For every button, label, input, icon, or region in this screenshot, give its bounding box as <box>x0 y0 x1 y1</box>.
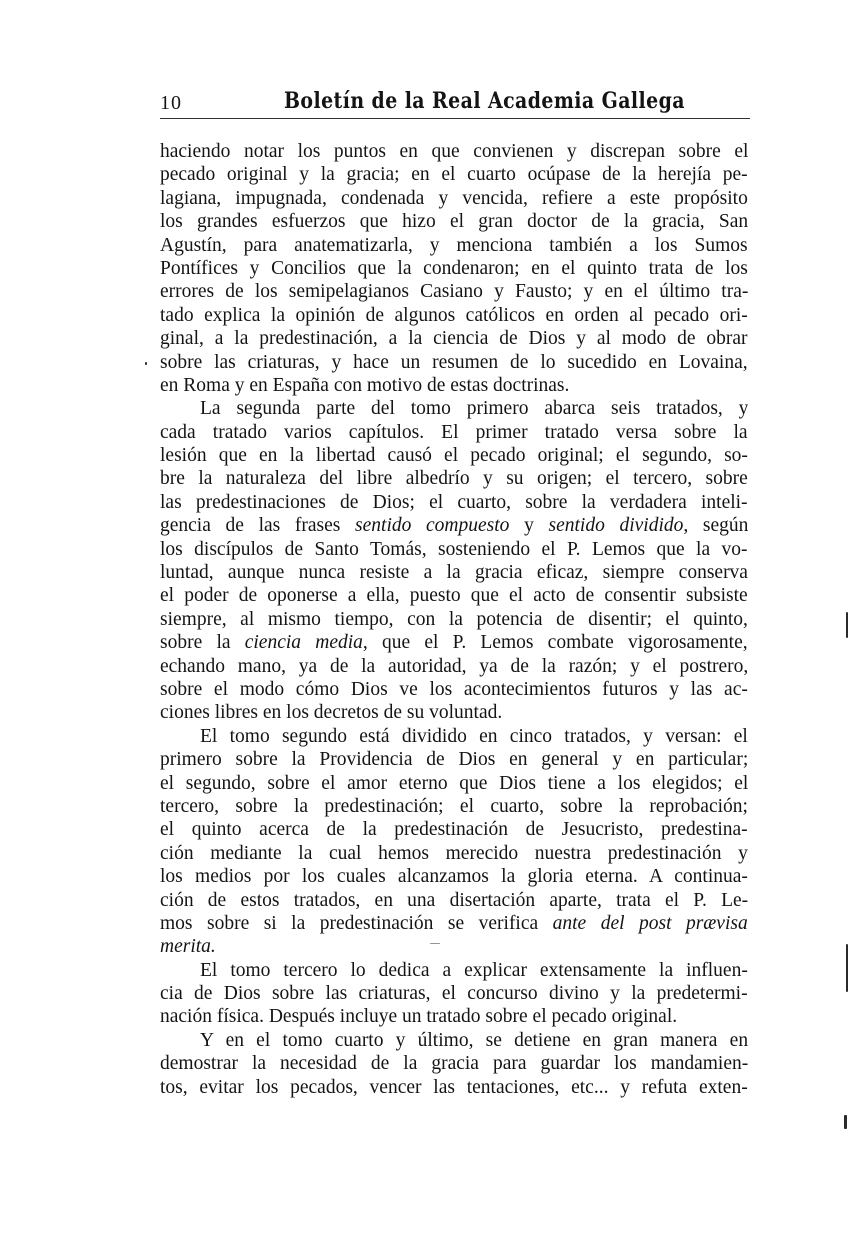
text-line <box>160 187 748 210</box>
text-line <box>160 561 748 584</box>
text-line <box>160 514 748 537</box>
text-line-content: primero sobre la Providencia de Dios en general y en particular; <box>160 749 748 771</box>
text-line <box>160 1052 748 1075</box>
scan-mark <box>145 362 147 365</box>
text-line <box>160 1005 748 1028</box>
text-line <box>160 631 748 654</box>
scan-mark <box>430 943 440 944</box>
text-line-content: haciendo notar los puntos en que convienen y discrepan sobre el <box>160 141 748 162</box>
text-line <box>160 701 748 724</box>
text-line <box>160 210 748 233</box>
text-line <box>160 725 748 748</box>
text-line-content: Agustín, para anatematizarla, y menciona también a los Sumos <box>160 234 748 256</box>
text-line <box>160 467 748 490</box>
text-line-content: demostrar la necesidad de la gracia para guardar los mandamien- <box>160 1053 748 1075</box>
text-line <box>160 584 748 607</box>
text-line-content: tado explica la opinión de algunos católicos en orden al pecado ori- <box>160 304 748 326</box>
text-line-content: echando mano, ya de la autoridad, ya de la razón; y el postrero, <box>160 655 748 677</box>
text-line-content: ción de estos tratados, en una disertación aparte, trata el P. Le- <box>160 889 748 911</box>
text-line-content: sobre las criaturas, y hace un resumen de lo sucedido en Lovaina, <box>160 351 748 373</box>
text-line-content: El tomo tercero lo dedica a explicar extensamente la influen- <box>200 959 748 981</box>
text-line-content: ginal, a la predestinación, a la ciencia de Dios y al modo de obrar <box>160 328 748 350</box>
text-line-content: Y en el tomo cuarto y último, se detiene en gran manera en <box>200 1029 748 1051</box>
text-line <box>160 772 748 795</box>
text-line <box>160 421 748 444</box>
text-line <box>160 491 748 514</box>
running-header <box>160 86 750 120</box>
text-line <box>160 608 748 631</box>
text-line <box>160 889 748 912</box>
text-line-content: ciones libres en los decretos de su voluntad. <box>160 702 503 724</box>
text-line-content: La segunda parte del tomo primero abarca seis tratados, y <box>200 398 748 420</box>
text-line <box>160 912 748 935</box>
text-line-content: pecado original y la gracia; en el cuarto ocúpase de la herejía pe- <box>160 164 748 186</box>
text-line-content: El tomo segundo está dividido en cinco tratados, y versan: el <box>200 725 748 747</box>
text-line <box>160 865 748 888</box>
text-line <box>160 538 748 561</box>
text-line <box>160 1076 748 1099</box>
header-rule <box>160 118 750 119</box>
text-line <box>160 257 748 280</box>
text-line <box>160 327 748 350</box>
text-line-content: cia de Dios sobre las criaturas, el concurso divino y la predetermi- <box>160 983 748 1005</box>
text-line-content: tercero, sobre la predestinación; el cuarto, sobre la reprobación; <box>160 795 748 817</box>
text-line <box>160 351 748 374</box>
text-line <box>160 842 748 865</box>
text-line-content: cada tratado varios capítulos. El primer tratado versa sobre la <box>160 421 748 443</box>
text-line <box>160 982 748 1005</box>
scan-mark <box>844 1115 847 1129</box>
page-number: 10 <box>160 92 182 114</box>
body-text <box>160 140 748 1099</box>
text-line-content: nación física. Después incluye un tratado sobre el pecado original. <box>160 1006 678 1028</box>
text-line-content: sobre el modo cómo Dios ve los acontecimientos futuros y las ac- <box>160 678 748 700</box>
text-line <box>160 444 748 467</box>
text-line <box>160 140 748 163</box>
text-line-content: bre la naturaleza del libre albedrío y su origen; el tercero, sobre <box>160 468 748 490</box>
text-line <box>160 678 748 701</box>
text-line-content: sobre la ciencia media, que el P. Lemos combate vigorosamente, <box>160 632 748 654</box>
text-line-content: merita. <box>160 936 216 958</box>
text-line-content: siempre, al mismo tiempo, con la potencia de disentir; el quinto, <box>160 608 748 630</box>
text-line <box>160 163 748 186</box>
scan-mark <box>846 944 848 992</box>
text-line-content: gencia de las frases sentido compuesto y sentido dividido, según <box>160 515 748 537</box>
text-line-content: los grandes esfuerzos que hizo el gran doctor de la gracia, San <box>160 211 748 233</box>
text-line <box>160 655 748 678</box>
text-line-content: tos, evitar los pecados, vencer las tentaciones, etc... y refuta exten- <box>160 1076 748 1098</box>
text-line-content: lesión que en la libertad causó el pecado original; el segundo, so- <box>160 445 748 467</box>
text-line <box>160 748 748 771</box>
text-line <box>160 1029 748 1052</box>
scan-mark <box>846 612 848 638</box>
text-line <box>160 304 748 327</box>
text-line <box>160 280 748 303</box>
text-line-content: el quinto acerca de la predestinación de Jesucristo, predestina- <box>160 819 748 841</box>
text-line <box>160 234 748 257</box>
text-line-content: los discípulos de Santo Tomás, sosteniendo el P. Lemos que la vo- <box>160 538 748 560</box>
text-line <box>160 959 748 982</box>
text-line-content: los medios por los cuales alcanzamos la gloria eterna. A continua- <box>160 866 748 888</box>
text-line <box>160 935 748 958</box>
text-line-content: en Roma y en España con motivo de estas doctrinas. <box>160 374 570 396</box>
text-line-content: luntad, aunque nunca resiste a la gracia eficaz, siempre conserva <box>160 562 748 584</box>
text-line <box>160 397 748 420</box>
text-line-content: mos sobre si la predestinación se verifica ante del post prævisa <box>160 912 748 934</box>
text-line-content: Pontífices y Concilios que la condenaron; en el quinto trata de los <box>160 257 748 279</box>
text-line-content: ción mediante la cual hemos merecido nuestra predestinación y <box>160 842 748 864</box>
text-line <box>160 374 748 397</box>
text-line <box>160 818 748 841</box>
text-line-content: el poder de oponerse a ella, puesto que el acto de consentir subsiste <box>160 585 748 607</box>
text-line-content: lagiana, impugnada, condenada y vencida, refiere a este propósito <box>160 187 748 209</box>
text-line <box>160 795 748 818</box>
text-line-content: errores de los semipelagianos Casiano y Fausto; y en el último tra- <box>160 281 748 303</box>
journal-title: Boletín de la Real Academia Gallega <box>284 88 685 114</box>
text-line-content: las predestinaciones de Dios; el cuarto, sobre la verdadera inteli- <box>160 491 748 513</box>
text-line-content: el segundo, sobre el amor eterno que Dios tiene a los elegidos; el <box>160 772 748 794</box>
